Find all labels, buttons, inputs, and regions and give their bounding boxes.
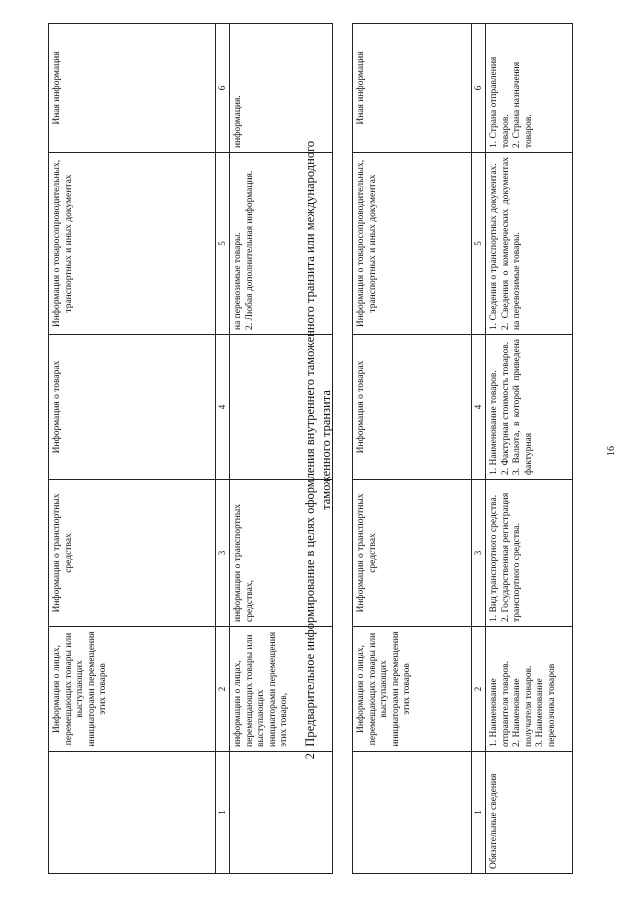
header-cell: Информация о лицах, перемещающих товары или выступающих инициаторами перемещения этих товаров	[353, 627, 472, 752]
column-number: 6	[472, 24, 486, 153]
header-cell: Информация о товарах	[353, 335, 472, 480]
page-number: 16	[606, 446, 617, 456]
header-cell: Информация о лицах, перемещающих товары или выступающих инициаторами перемещения этих товаров	[49, 627, 216, 752]
cell-line: 3. Валюта, в которой приведена фактурная	[512, 339, 534, 475]
header-cell: Информация о транспортных средствах	[49, 480, 216, 627]
column-number: 6	[216, 24, 230, 153]
cell-line: 1. Наименование отправителя товаров.	[488, 661, 511, 747]
table-cell: информация.	[229, 24, 332, 153]
table-cell	[485, 627, 572, 752]
cell-line: 2. Фактурная стоимость товаров.	[500, 341, 511, 475]
header-cell	[353, 752, 472, 874]
column-number-row	[216, 24, 230, 874]
cell-line: 2. Сведения о коммерческих документах на перевозимые товары.	[500, 157, 523, 330]
table-header-row	[353, 24, 472, 874]
cell-line: на перевозимые товары.	[232, 232, 243, 330]
table-cell	[485, 153, 572, 335]
table-header-row	[49, 24, 216, 874]
header-cell	[49, 752, 216, 874]
column-number: 2	[216, 627, 230, 752]
column-number: 1	[216, 752, 230, 874]
column-number: 2	[472, 627, 486, 752]
header-cell: Информация о транспортных средствах	[353, 480, 472, 627]
cell-line: 3. Наименование перевозчика товаров	[535, 663, 557, 747]
table-cell	[485, 335, 572, 480]
table-cell	[485, 480, 572, 627]
column-number: 1	[472, 752, 486, 874]
cell-line: 1. Наименование товаров.	[488, 370, 499, 475]
header-cell: Информация о товарах	[49, 335, 216, 480]
column-number: 3	[216, 480, 230, 627]
column-number: 5	[216, 153, 230, 335]
cell-line: 2. Любая дополнительная информация.	[244, 170, 255, 330]
cell-line: 2. Государственная регистрация транспортного средства.	[500, 492, 523, 622]
table-bottom	[352, 23, 573, 874]
cell-line: 2. Наименование получателя товаров.	[512, 665, 534, 747]
table-cell	[229, 752, 332, 874]
section-title: 2. Предварительное информирование в целях оформления внутреннего таможенного транзита или международного таможенного транзита	[303, 140, 334, 760]
table-top	[48, 23, 333, 874]
table-cell	[485, 24, 572, 153]
table-cell: информации о лицах, перемещающих товары или выступающих инициаторами перемещения этих товаров,	[229, 627, 332, 752]
cell-line: 2. Страна назначения товаров.	[512, 61, 534, 148]
header-cell: Информация о товаросопроводительных, транспортных и иных документах	[353, 153, 472, 335]
column-number: 4	[216, 335, 230, 480]
table-cell: информации о транспортных средствах,	[229, 480, 332, 627]
table-cell: Обязательные сведения	[485, 752, 572, 874]
cell-line: 1. Страна отправления товаров.	[488, 56, 511, 148]
column-number: 3	[472, 480, 486, 627]
column-number: 5	[472, 153, 486, 335]
column-number-row	[472, 24, 486, 874]
cell-line: 1. Вид транспортного средства.	[488, 494, 499, 622]
column-number: 4	[472, 335, 486, 480]
header-cell: Иная информация	[49, 24, 216, 153]
header-cell: Иная информация	[353, 24, 472, 153]
table-row	[485, 24, 572, 874]
cell-line: 1. Сведения о транспортных документах.	[488, 163, 499, 330]
header-cell: Информация о товаросопроводительных, транспортных и иных документах	[49, 153, 216, 335]
